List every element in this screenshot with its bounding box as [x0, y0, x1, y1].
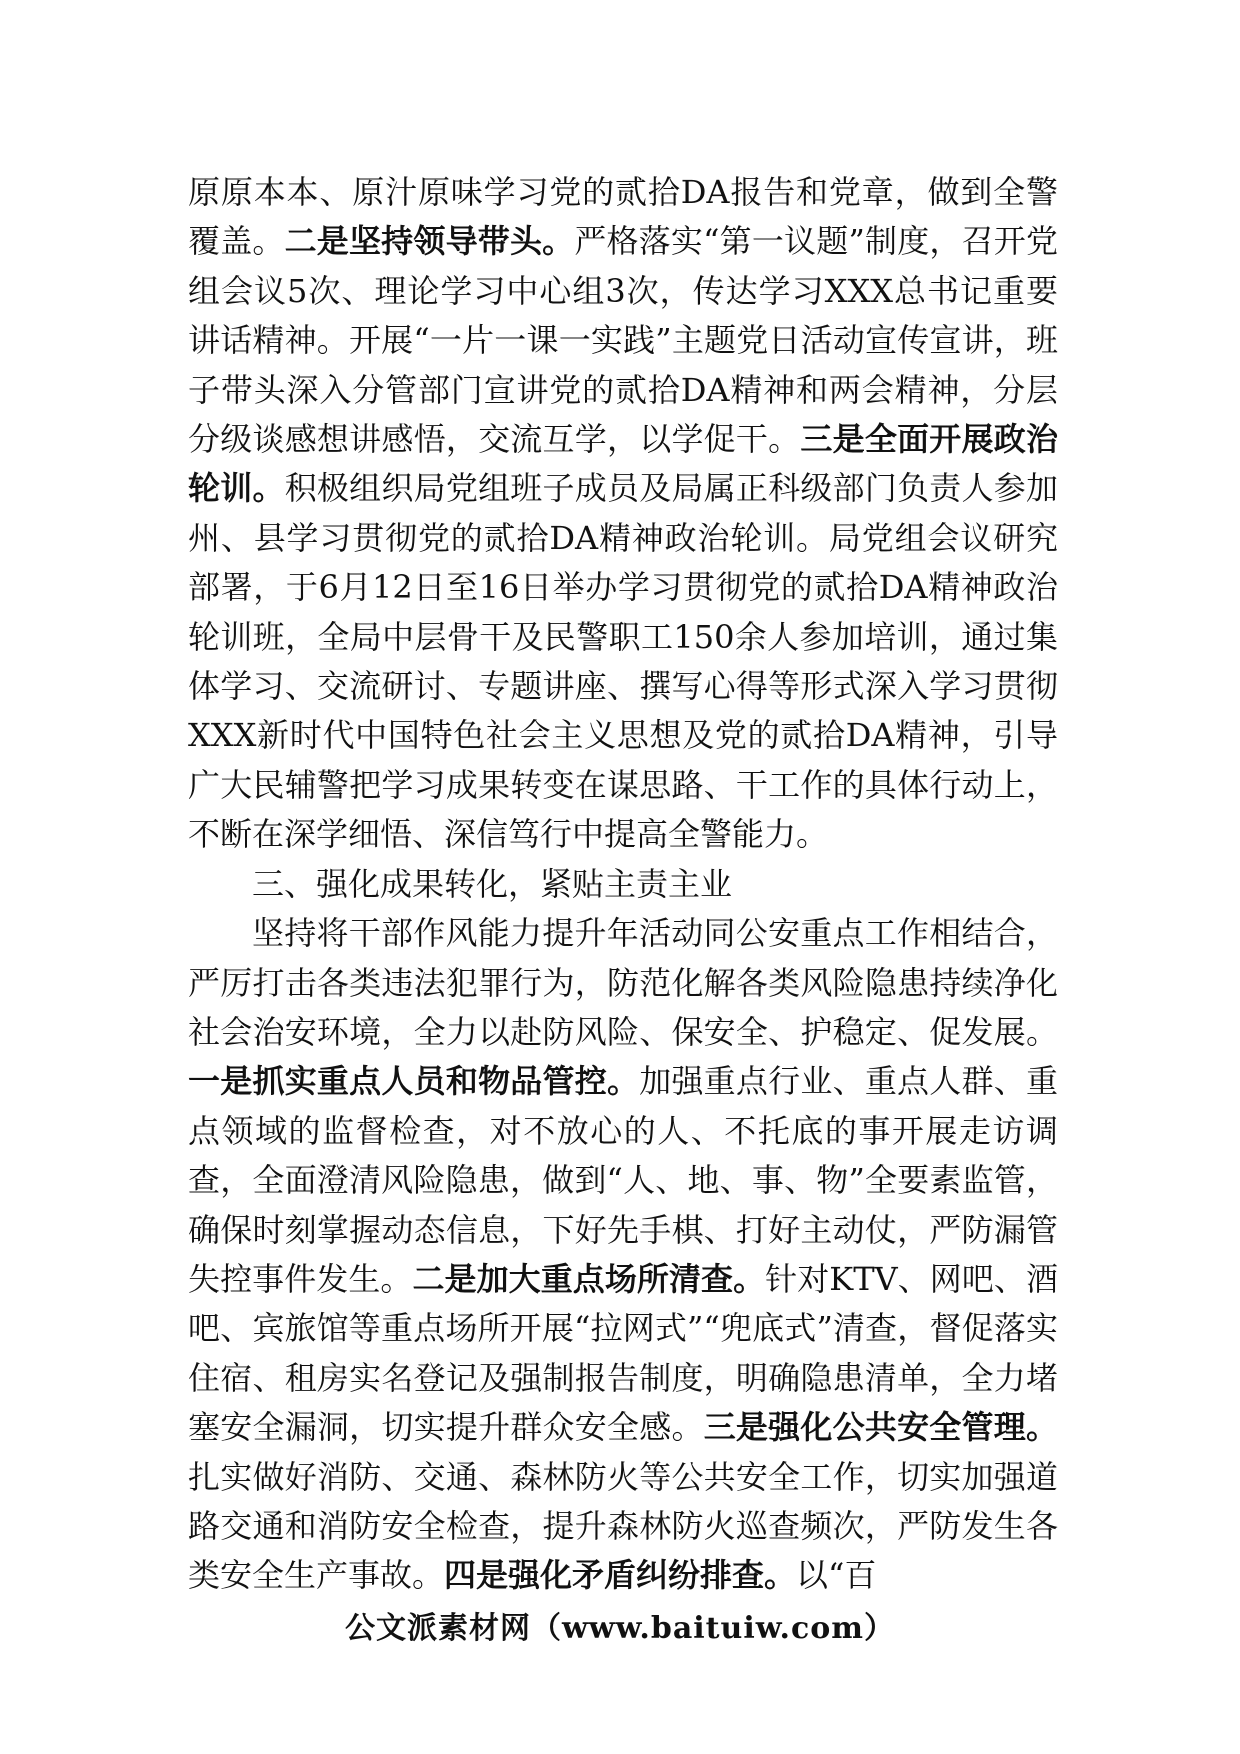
paragraph-keyword: 二是加大重点场所清查。 — [412, 1259, 766, 1298]
paragraph-text: 三、强化成果转化，紧贴主责主业 — [252, 864, 733, 903]
paragraph-p1 — [188, 168, 1058, 860]
paragraph-text: 以“百 — [796, 1556, 877, 1595]
paragraph-text: 严格落实“第一议题”制度，召开党组会议5次、理论学习中心组3次，传达学习XXX总书记重要讲话精神。开展“一片一课一实践”主题党日活动宣传宣讲，班子带头深入分管部门宣讲党的贰拾DA精神和两会精神，分层分级谈感想讲感悟，交流互学，以学促干。 — [188, 222, 1058, 459]
paragraph-text: 扎实做好消防、交通、森林防火等公共安全工作，切实加强道路交通和消防安全检查，提升森林防火巡查频次，严防发生各类安全生产事故。 — [188, 1457, 1058, 1595]
document-body — [188, 168, 1058, 1601]
paragraph-keyword: 一是抓实重点人员和物品管控。 — [188, 1062, 640, 1101]
paragraph-text: 加强重点行业、重点人群、重点领域的监督检查，对不放心的人、不托底的事开展走访调查，全面澄清风险隐患，做到“人、地、事、物”全要素监管，确保时刻掌握动态信息，下好先手棋、打好主动仗，严防漏管失控事件发生。 — [188, 1062, 1058, 1298]
paragraph-keyword: 三是强化公共安全管理。 — [703, 1408, 1058, 1447]
paragraph-p3 — [188, 909, 1058, 1601]
paragraph-text: 积极组织局党组班子成员及局属正科级部门负责人参加州、县学习贯彻党的贰拾DA精神政治轮训。局党组会议研究部署，于6月12日至16日举办学习贯彻党的贰拾DA精神政治轮训班，全局中层骨干及民警职工150余人参加培训，通过集体学习、交流研讨、专题讲座、撰写心得等形式深入学习贯彻XXX新时代中国特色社会主义思想及党的贰拾DA精神，引导广大民辅警把学习成果转变在谋思路、干工作的具体行动上，不断在深学细悟、深信笃行中提高全警能力。 — [188, 469, 1058, 854]
paragraph-text: 原原本本、原汁原味学习党的贰拾DA报告和党章，做到全警覆盖。 — [188, 173, 1058, 261]
paragraph-keyword: 三是全面开展政治轮训。 — [188, 420, 1058, 508]
paragraph-keyword: 四是强化矛盾纠纷排查。 — [444, 1556, 797, 1595]
paragraph-text: 针对KTV、网吧、酒吧、宾旅馆等重点场所开展“拉网式”“兜底式”清查，督促落实住宿、租房实名登记及强制报告制度，明确隐患清单，全力堵塞安全漏洞，切实提升群众安全感。 — [188, 1259, 1058, 1447]
paragraph-keyword: 二是坚持领导带头。 — [284, 222, 575, 261]
paragraph-text: 坚持将干部作风能力提升年活动同公安重点工作相结合，严厉打击各类违法犯罪行为，防范化解各类风险隐患持续净化社会治安环境，全力以赴防风险、保安全、护稳定、促发展。 — [188, 914, 1058, 1051]
paragraph-p2 — [188, 860, 1058, 909]
footer-watermark: 公文派素材网（www.baituiw.com） — [344, 1611, 896, 1646]
